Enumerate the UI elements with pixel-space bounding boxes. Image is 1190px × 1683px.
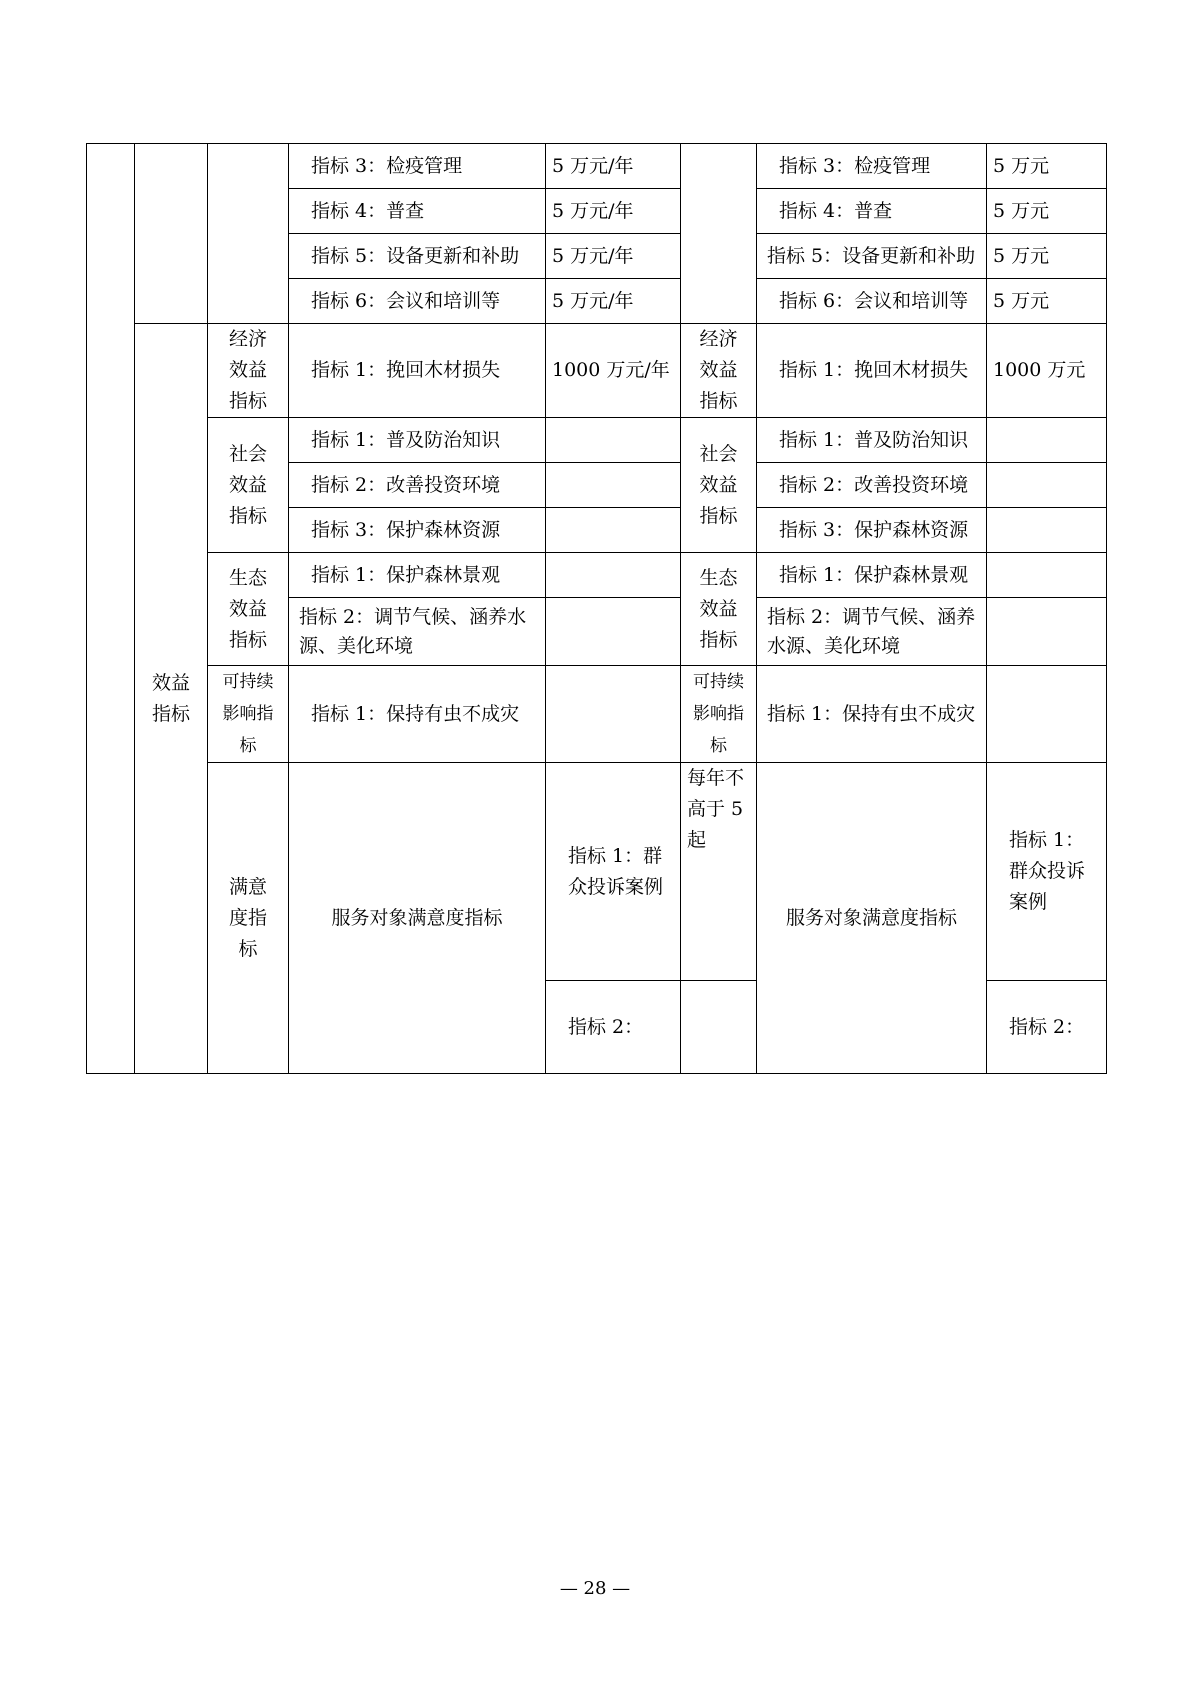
blank-left-column <box>87 144 135 1074</box>
value-cell <box>546 463 681 508</box>
value-cell-right: 1000 万元 <box>987 324 1107 418</box>
indicator-cell-right: 指标 4：普查 <box>757 189 987 234</box>
value-cell <box>546 598 681 666</box>
subcategory-sustainable: 可持续影响指标 <box>208 666 289 763</box>
indicator-cell: 指标 1：保护森林景观 <box>289 553 546 598</box>
indicator-cell: 指标 2：改善投资环境 <box>289 463 546 508</box>
indicator-cell: 指标 1：保持有虫不成灾 <box>289 666 546 763</box>
subcategory-economic-right: 经济效益指标 <box>681 324 757 418</box>
indicator-cell-right: 指标 3：检疫管理 <box>757 144 987 189</box>
page-number: — 28 — <box>559 1578 631 1599</box>
indicator-cell: 指标 2：调节气候、涵养水源、美化环境 <box>289 598 546 666</box>
indicator-cell-right: 指标 1：普及防治知识 <box>757 418 987 463</box>
category-benefit: 效益指标 <box>135 324 208 1074</box>
value-cell: 1000 万元/年 <box>546 324 681 418</box>
indicator-cell-right: 指标 5：设备更新和补助 <box>757 234 987 279</box>
indicator-cell: 指标 5：设备更新和补助 <box>289 234 546 279</box>
subcategory-social-right: 社会效益指标 <box>681 418 757 553</box>
indicator-cell-right: 指标 2： <box>987 981 1107 1074</box>
indicator-cell-right: 指标 3：保护森林资源 <box>757 508 987 553</box>
indicator-cell: 指标 2： <box>546 981 681 1074</box>
value-cell-right <box>987 418 1107 463</box>
subcategory-ecological-right: 生态效益指标 <box>681 553 757 666</box>
value-cell <box>681 981 757 1074</box>
blank-category-cell <box>135 144 208 324</box>
subcategory-ecological: 生态效益指标 <box>208 553 289 666</box>
category-satisfaction: 满意度指标 <box>208 763 289 1074</box>
indicator-cell: 指标 1：群众投诉案例 <box>546 763 681 981</box>
indicator-cell-right: 指标 1：保持有虫不成灾 <box>757 666 987 763</box>
value-cell: 5 万元/年 <box>546 189 681 234</box>
value-cell <box>546 418 681 463</box>
indicator-cell-right: 指标 1：群众投诉案例 <box>987 763 1107 981</box>
subcategory-service-right: 服务对象满意度指标 <box>757 763 987 1074</box>
value-cell <box>546 666 681 763</box>
subcategory-sustainable-right: 可持续影响指标 <box>681 666 757 763</box>
table-row <box>87 666 1107 763</box>
blank-subcategory-cell <box>208 144 289 324</box>
value-cell: 5 万元/年 <box>546 144 681 189</box>
indicator-cell-right: 指标 6：会议和培训等 <box>757 279 987 324</box>
table-row <box>87 553 1107 598</box>
value-cell-right: 5 万元 <box>987 279 1107 324</box>
table-row <box>87 144 1107 189</box>
table-row <box>87 324 1107 418</box>
subcategory-service: 服务对象满意度指标 <box>289 763 546 1074</box>
value-cell-right: 5 万元 <box>987 234 1107 279</box>
value-cell-right: 5 万元 <box>987 144 1107 189</box>
value-cell-right <box>987 508 1107 553</box>
indicator-cell-right: 指标 1：挽回木材损失 <box>757 324 987 418</box>
value-cell: 5 万元/年 <box>546 234 681 279</box>
indicator-cell: 指标 6：会议和培训等 <box>289 279 546 324</box>
performance-indicator-table <box>86 143 1107 1074</box>
value-cell: 每年不高于 5 起 <box>681 763 757 981</box>
blank-subcategory-cell-right <box>681 144 757 324</box>
value-cell <box>546 508 681 553</box>
value-cell-right <box>987 553 1107 598</box>
table-row <box>87 418 1107 463</box>
subcategory-social: 社会效益指标 <box>208 418 289 553</box>
indicator-cell: 指标 1：普及防治知识 <box>289 418 546 463</box>
value-cell: 5 万元/年 <box>546 279 681 324</box>
indicator-cell: 指标 1：挽回木材损失 <box>289 324 546 418</box>
indicator-cell: 指标 4：普查 <box>289 189 546 234</box>
indicator-cell-right: 指标 1：保护森林景观 <box>757 553 987 598</box>
value-cell-right <box>987 598 1107 666</box>
indicator-cell-right: 指标 2：调节气候、涵养水源、美化环境 <box>757 598 987 666</box>
table-row <box>87 763 1107 981</box>
subcategory-economic: 经济效益指标 <box>208 324 289 418</box>
value-cell-right <box>987 463 1107 508</box>
indicator-cell: 指标 3：检疫管理 <box>289 144 546 189</box>
value-cell-right <box>987 666 1107 763</box>
indicator-cell-right: 指标 2：改善投资环境 <box>757 463 987 508</box>
indicator-cell: 指标 3：保护森林资源 <box>289 508 546 553</box>
value-cell <box>546 553 681 598</box>
value-cell-right: 5 万元 <box>987 189 1107 234</box>
